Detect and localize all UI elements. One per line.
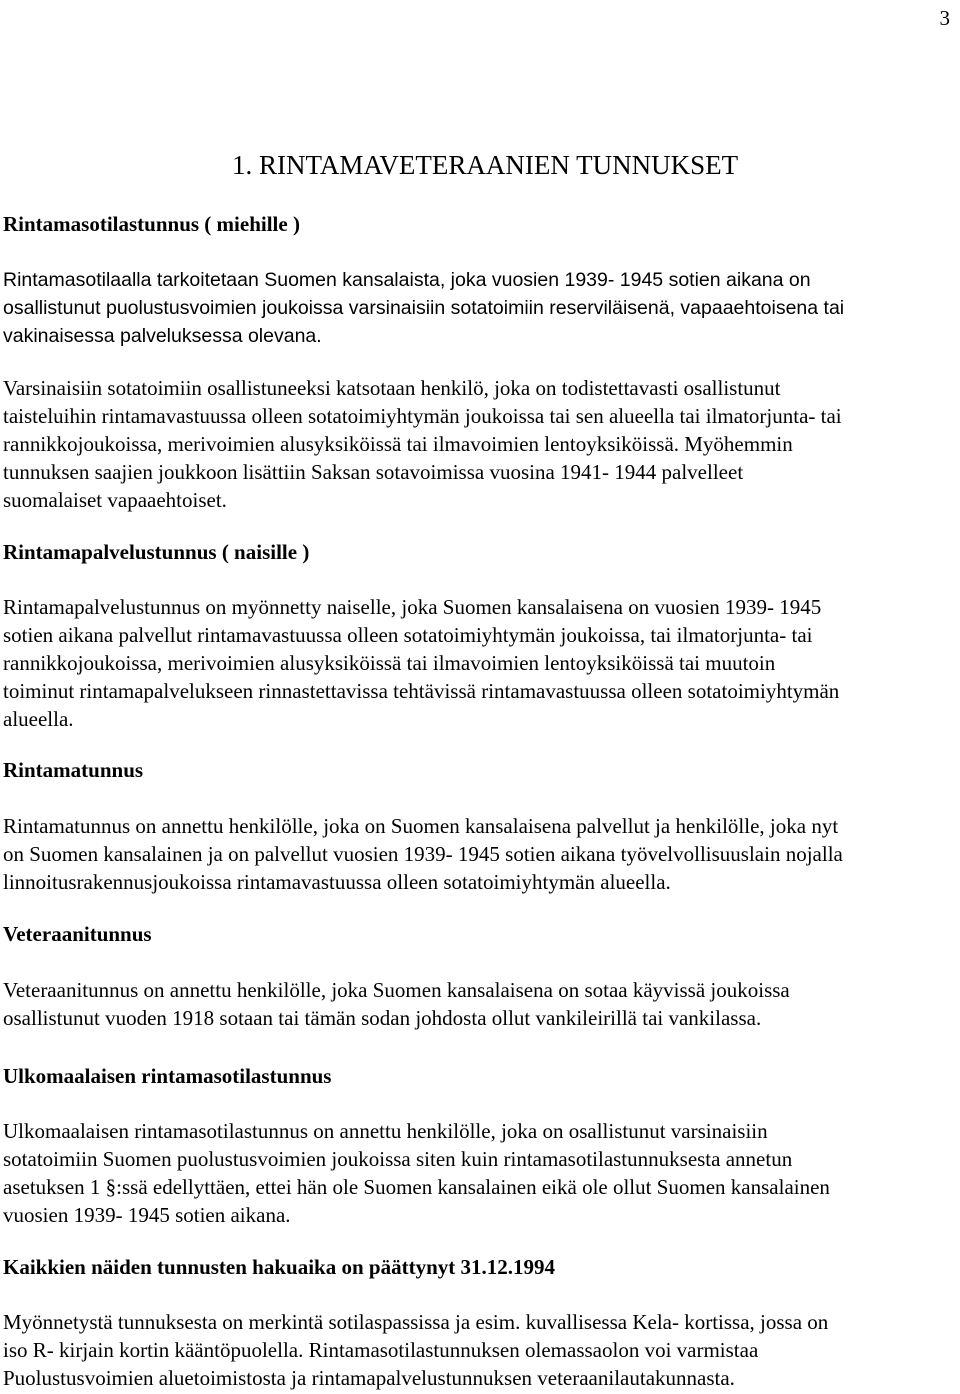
text-line: suomalaiset vapaaehtoiset. — [3, 488, 227, 512]
section-heading-rintamapalvelustunnus: Rintamapalvelustunnus ( naisille ) — [3, 540, 310, 564]
text-line: iso R- kirjain kortin kääntöpuolella. Rintamasotilastunnuksen olemassaolon voi varmistaa — [3, 1338, 759, 1362]
paragraph-rintamasotilastunnus-definition — [3, 266, 958, 350]
text-line: Myönnetystä tunnuksesta on merkintä sotilaspassissa ja esim. kuvallisessa Kela- kortissa, jossa on — [3, 1310, 829, 1334]
text-line: Ulkomaalaisen rintamasotilastunnus on annettu henkilölle, joka on osallistunut varsinaisiin — [3, 1119, 768, 1143]
text-line: osallistunut vuoden 1918 sotaan tai tämän sodan johdosta ollut vankileirillä tai vankilassa. — [3, 1006, 762, 1030]
paragraph-rintamapalvelustunnus — [3, 593, 958, 733]
text-line: Veteraanitunnus on annettu henkilölle, joka Suomen kansalaisena on sotaa käyvissä joukoissa — [3, 978, 790, 1002]
text-line: vakinaisessa palveluksessa olevana. — [3, 325, 322, 347]
text-line: rannikkojoukoissa, merivoimien alusyksiköissä tai ilmavoimien lentoyksiköissä tai muutoin — [3, 651, 776, 675]
text-line: Rintamatunnus on annettu henkilölle, joka on Suomen kansalaisena palvellut ja henkilölle, joka nyt — [3, 814, 839, 838]
text-line: rannikkojoukoissa, merivoimien alusyksiköissä tai ilmavoimien lentoyksiköissä. Myöhemmin — [3, 432, 793, 456]
text-line: linnoitusrakennusjoukoissa rintamavastuussa olleen sotatoimiyhtymän alueella. — [3, 870, 671, 894]
text-line: Rintamasotilaalla tarkoitetaan Suomen kansalaista, joka vuosien 1939- 1945 sotien aikana on — [3, 269, 811, 291]
text-line: Varsinaisiin sotatoimiin osallistuneeksi katsotaan henkilö, joka on todistettavasti osallistunut — [3, 376, 781, 400]
text-line: sotatoimiin Suomen puolustusvoimien joukoissa siten kuin rintamasotilastunnuksesta annetun — [3, 1147, 793, 1171]
text-line: on Suomen kansalainen ja on palvellut vuosien 1939- 1945 sotien aikana työvelvollisuuslain nojalla — [3, 842, 843, 866]
text-line: vuosien 1939- 1945 sotien aikana. — [3, 1203, 291, 1227]
paragraph-myonnetty-tunnus-merkinta — [3, 1308, 958, 1392]
paragraph-varsinaiset-sotatoimet — [3, 374, 958, 514]
text-line: tunnuksen saajien joukkoon lisättiin Saksan sotavoimissa vuosina 1941- 1944 palvelleet — [3, 460, 744, 484]
section-heading-ulkomaalaisen-rintamasotilastunnus: Ulkomaalaisen rintamasotilastunnus — [3, 1064, 332, 1088]
text-line: Rintamapalvelustunnus on myönnetty naiselle, joka Suomen kansalaisena on vuosien 1939- 1945 — [3, 595, 822, 619]
text-line: alueella. — [3, 707, 74, 731]
text-line: taisteluihin rintamavastuussa olleen sotatoimiyhtymän joukoissa tai sen alueella tai ilmatorjunta- tai — [3, 404, 842, 428]
section-heading-hakuaika: Kaikkien näiden tunnusten hakuaika on päättynyt 31.12.1994 — [3, 1255, 555, 1279]
paragraph-rintamatunnus — [3, 812, 958, 896]
section-heading-rintamasotilastunnus: Rintamasotilastunnus ( miehille ) — [3, 212, 300, 236]
paragraph-veteraanitunnus — [3, 976, 958, 1032]
text-line: toiminut rintamapalvelukseen rinnastettavissa tehtävissä rintamavastuussa olleen sotatoimiyhtymän — [3, 679, 840, 703]
document-title: 1. RINTAMAVETERAANIEN TUNNUKSET — [232, 150, 739, 180]
section-heading-rintamatunnus: Rintamatunnus — [3, 758, 144, 782]
text-line: asetuksen 1 §:ssä edellyttäen, ettei hän ole Suomen kansalainen eikä ole ollut Suomen kansalainen — [3, 1175, 830, 1199]
text-line: osallistunut puolustusvoimien joukoissa varsinaisiin sotatoimiin reserviläisenä, vapaaehtoisena tai — [3, 297, 845, 319]
text-line: sotien aikana palvellut rintamavastuussa olleen sotatoimiyhtymän joukoissa, tai ilmatorjunta- tai — [3, 623, 813, 647]
section-heading-veteraanitunnus: Veteraanitunnus — [3, 922, 152, 946]
page-number: 3 — [939, 6, 950, 30]
paragraph-ulkomaalaisen-rintamasotilastunnus — [3, 1117, 958, 1229]
text-line: Puolustusvoimien aluetoimistosta ja rintamapalvelustunnuksen veteraanilautakunnasta. — [3, 1366, 735, 1390]
